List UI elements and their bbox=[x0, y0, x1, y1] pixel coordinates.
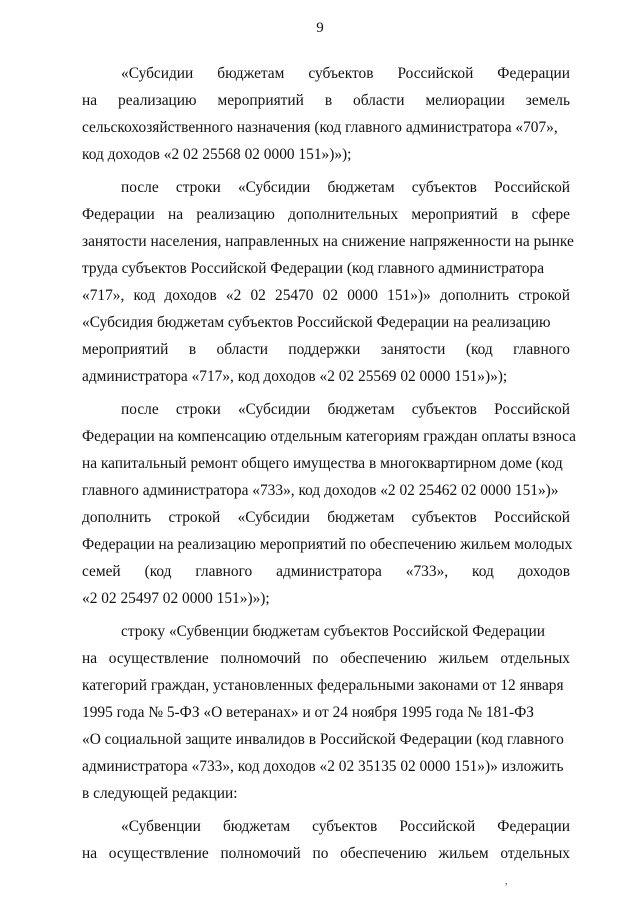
text-line: Федерации на компенсацию отдельным категориям граждан оплаты взноса bbox=[82, 428, 576, 445]
text-line: мероприятий в области поддержки занятости (код главного bbox=[82, 341, 570, 358]
text-line: после строки «Субсидии бюджетам субъектов Российской bbox=[121, 179, 570, 196]
paragraph-3 bbox=[82, 396, 576, 612]
text-line: «Субсидии бюджетам субъектов Российской Федерации bbox=[121, 65, 570, 82]
text-line: главного администратора «733», код доходов «2 02 25462 02 0000 151»)» bbox=[82, 482, 559, 499]
text-line: на осуществление полномочий по обеспечению жильем отдельных bbox=[82, 650, 570, 667]
text-line: «717», код доходов «2 02 25470 02 0000 151»)» дополнить строкой bbox=[82, 287, 570, 304]
text-line: в следующей редакции: bbox=[82, 785, 238, 802]
text-line: дополнить строкой «Субсидии бюджетам субъектов Российской bbox=[82, 509, 570, 526]
text-line: администратора «717», код доходов «2 02 25569 02 0000 151»)»); bbox=[82, 368, 508, 385]
text-line: труда субъектов Российской Федерации (код главного администратора bbox=[82, 260, 545, 277]
document-body bbox=[82, 60, 576, 867]
text-line: категорий граждан, установленных федеральными законами от 12 января bbox=[82, 677, 564, 694]
text-line: на реализацию мероприятий в области мелиорации земель bbox=[82, 92, 570, 109]
text-line: код доходов «2 02 25568 02 0000 151»)»); bbox=[82, 146, 352, 163]
text-line: 1995 года № 5-ФЗ «О ветеранах» и от 24 ноября 1995 года № 181-ФЗ bbox=[82, 704, 534, 721]
paragraph-1 bbox=[82, 60, 570, 168]
text-line: сельскохозяйственного назначения (код главного администратора «707», bbox=[82, 119, 558, 136]
text-line: «2 02 25497 02 0000 151»)»); bbox=[82, 590, 270, 607]
page-number: 9 bbox=[316, 20, 324, 36]
scan-mark: , bbox=[505, 876, 508, 887]
text-line: занятости населения, направленных на снижение напряженности на рынке bbox=[82, 233, 574, 250]
text-line: после строки «Субсидии бюджетам субъектов Российской bbox=[121, 401, 570, 418]
text-line: строку «Субвенции бюджетам субъектов Российской Федерации bbox=[121, 623, 545, 640]
paragraph-2 bbox=[82, 174, 574, 390]
paragraph-5 bbox=[82, 813, 570, 867]
text-line: «О социальной защите инвалидов в Российской Федерации (код главного bbox=[82, 731, 564, 748]
text-line: «Субвенции бюджетам субъектов Российской Федерации bbox=[121, 818, 570, 835]
text-line: семей (код главного администратора «733», код доходов bbox=[82, 563, 570, 580]
text-line: Федерации на реализацию мероприятий по обеспечению жильем молодых bbox=[82, 536, 573, 553]
text-line: на осуществление полномочий по обеспечению жильем отдельных bbox=[82, 845, 570, 862]
text-line: «Субсидия бюджетам субъектов Российской Федерации на реализацию bbox=[82, 314, 551, 331]
text-line: на капитальный ремонт общего имущества в многоквартирном доме (код bbox=[82, 455, 563, 472]
text-line: Федерации на реализацию дополнительных мероприятий в сфере bbox=[82, 206, 570, 223]
text-line: администратора «733», код доходов «2 02 35135 02 0000 151»)» изложить bbox=[82, 758, 564, 775]
paragraph-4 bbox=[82, 618, 570, 807]
